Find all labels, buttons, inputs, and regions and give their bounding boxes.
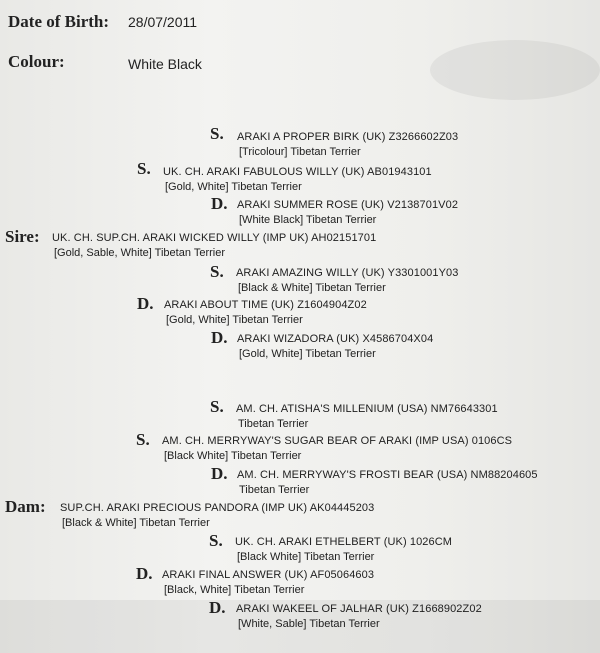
sdd-marker: D.: [211, 328, 228, 347]
sdd-desc: [Gold, White] Tibetan Terrier: [239, 348, 376, 360]
dsd-name: AM. CH. MERRYWAY'S FROSTI BEAR (USA) NM88204605: [237, 469, 538, 481]
ddd-desc: [White, Sable] Tibetan Terrier: [238, 618, 380, 630]
ds-name: AM. CH. MERRYWAY'S SUGAR BEAR OF ARAKI (IMP USA) 0106CS: [162, 435, 513, 447]
ssd-desc: [White Black] Tibetan Terrier: [239, 214, 377, 226]
sss-name: ARAKI A PROPER BIRK (UK) Z3266602Z03: [237, 131, 459, 143]
ddd-marker: D.: [209, 598, 226, 617]
ss-marker: S.: [137, 159, 151, 178]
sss-marker: S.: [210, 124, 224, 143]
ss-desc: [Gold, White] Tibetan Terrier: [165, 181, 302, 193]
dam-label: Dam:: [5, 497, 46, 516]
dsd-desc: Tibetan Terrier: [239, 484, 310, 496]
sd-desc: [Gold, White] Tibetan Terrier: [166, 314, 303, 326]
ssd-marker: D.: [211, 194, 228, 213]
dss-name: AM. CH. ATISHA'S MILLENIUM (USA) NM76643301: [236, 403, 498, 415]
scan-shadow: [430, 40, 600, 100]
sd-marker: D.: [137, 294, 154, 313]
dds-desc: [Black White] Tibetan Terrier: [237, 551, 375, 563]
dd-marker: D.: [136, 564, 153, 583]
colour-label: Colour:: [8, 52, 65, 71]
sds-desc: [Black & White] Tibetan Terrier: [238, 282, 386, 294]
ssd-name: ARAKI SUMMER ROSE (UK) V2138701V02: [237, 199, 459, 211]
sire-name: UK. CH. SUP.CH. ARAKI WICKED WILLY (IMP UK) AH02151701: [52, 232, 377, 244]
dsd-marker: D.: [211, 464, 228, 483]
sds-marker: S.: [210, 262, 224, 281]
ddd-name: ARAKI WAKEEL OF JALHAR (UK) Z1668902Z02: [236, 603, 482, 615]
dob-value: 28/07/2011: [128, 14, 198, 30]
dd-desc: [Black, White] Tibetan Terrier: [164, 584, 305, 596]
ss-name: UK. CH. ARAKI FABULOUS WILLY (UK) AB01943101: [163, 166, 432, 178]
sss-desc: [Tricolour] Tibetan Terrier: [239, 146, 361, 158]
sire-desc: [Gold, Sable, White] Tibetan Terrier: [54, 247, 225, 259]
colour-value: White Black: [128, 56, 202, 72]
sire-label: Sire:: [5, 227, 40, 246]
ds-marker: S.: [136, 430, 150, 449]
ds-desc: [Black White] Tibetan Terrier: [164, 450, 302, 462]
dam-name: SUP.CH. ARAKI PRECIOUS PANDORA (IMP UK) AK04445203: [60, 502, 375, 514]
dob-label: Date of Birth:: [8, 12, 110, 31]
sds-name: ARAKI AMAZING WILLY (UK) Y3301001Y03: [236, 267, 459, 279]
dd-name: ARAKI FINAL ANSWER (UK) AF05064603: [162, 569, 375, 581]
dds-marker: S.: [209, 531, 223, 550]
dds-name: UK. CH. ARAKI ETHELBERT (UK) 1026CM: [235, 536, 453, 548]
dss-desc: Tibetan Terrier: [238, 418, 309, 430]
dss-marker: S.: [210, 397, 224, 416]
dam-desc: [Black & White] Tibetan Terrier: [62, 517, 210, 529]
sd-name: ARAKI ABOUT TIME (UK) Z1604904Z02: [164, 299, 367, 311]
sdd-name: ARAKI WIZADORA (UK) X4586704X04: [237, 333, 434, 345]
